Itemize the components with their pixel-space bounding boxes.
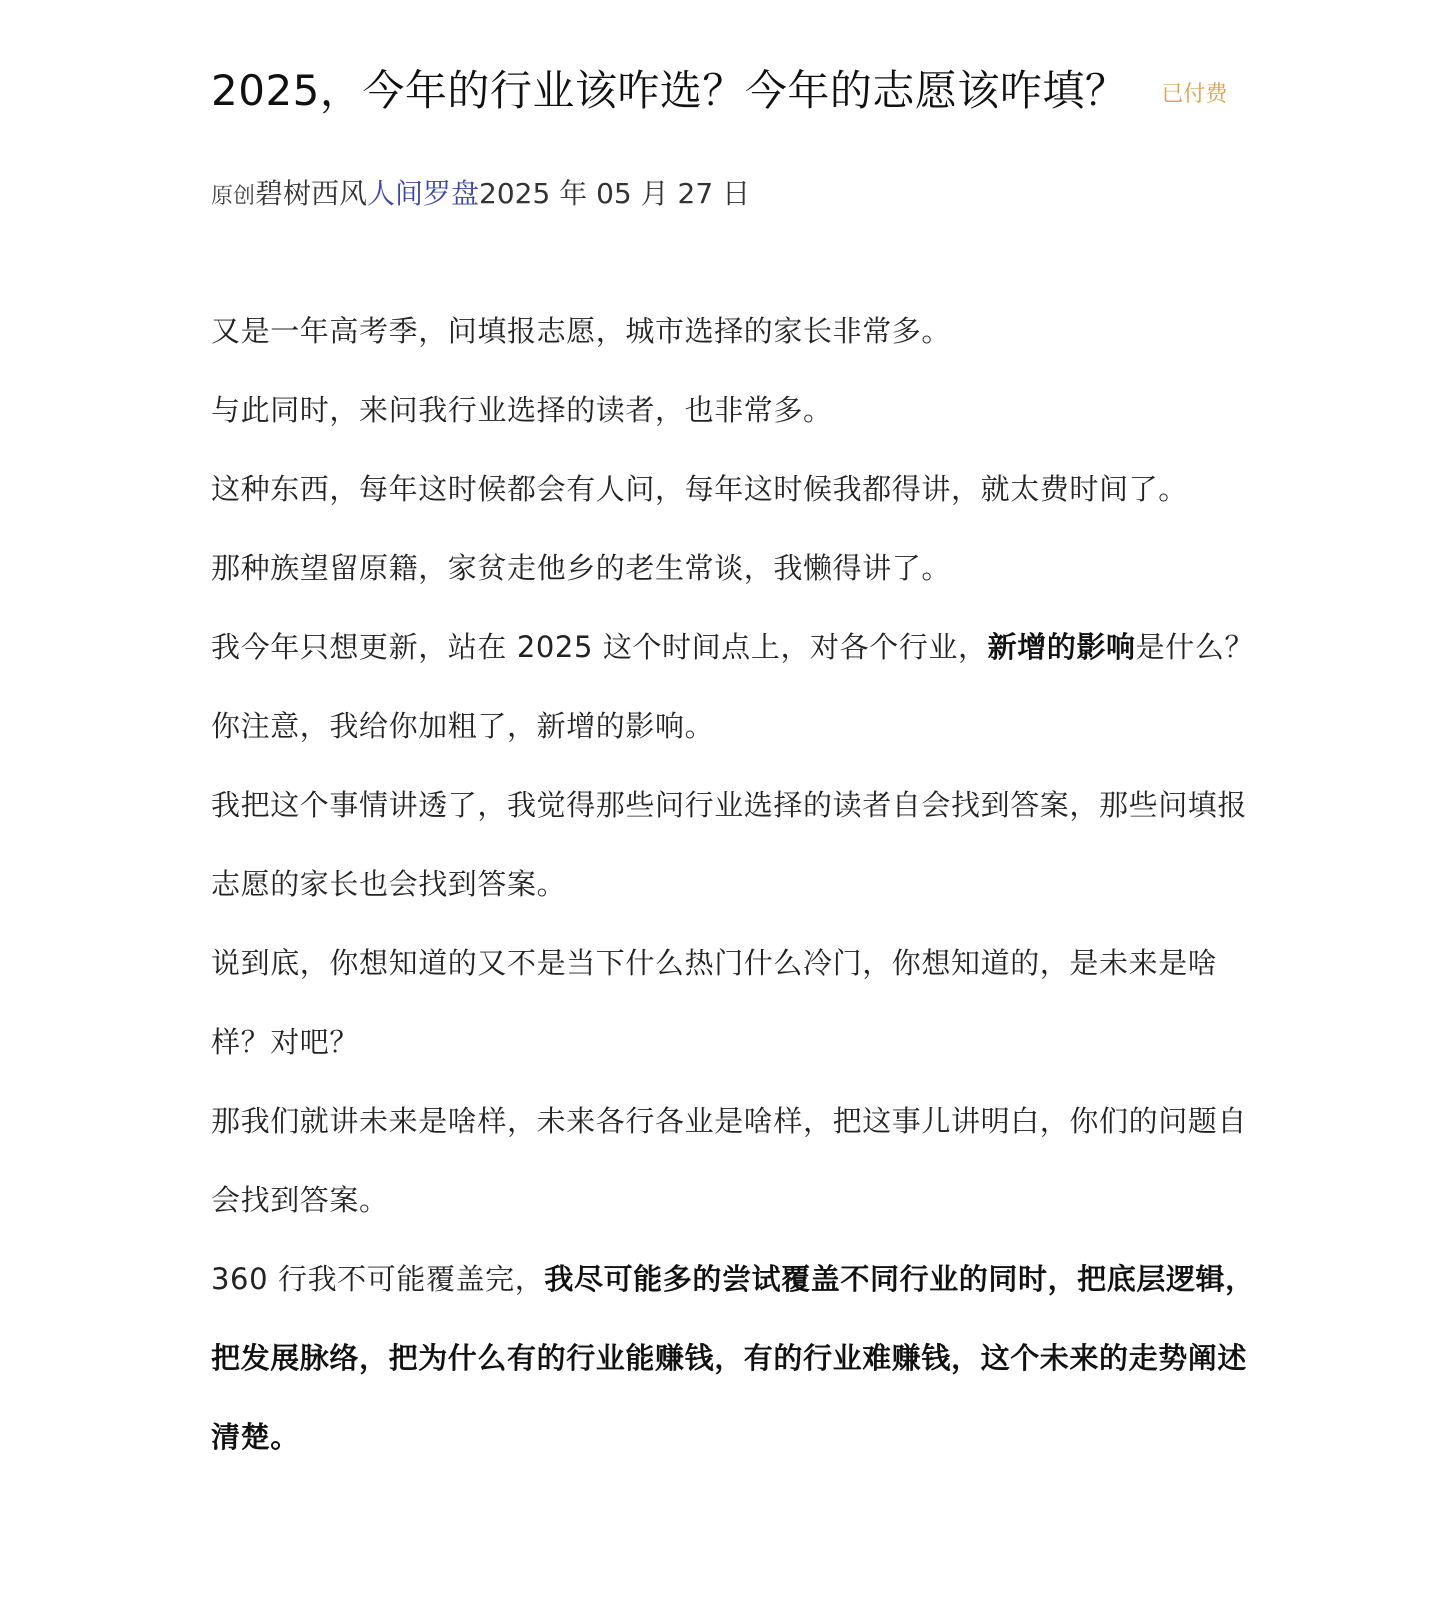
paragraph: 那我们就讲未来是啥样，未来各行各业是啥样，把这事儿讲明白，你们的问题自会找到答案。 — [211, 1104, 1248, 1217]
paragraph-text: 是什么？ — [1135, 630, 1255, 664]
bold-text: 我尽可能多的尝试覆盖不同行业的同时，把底层逻辑，把发展脉络，把为什么有的行业能赚钱，有的行业难赚钱，这个未来的走势阐述清楚。 — [211, 1262, 1255, 1454]
article-meta — [211, 172, 750, 212]
publish-date: 2025 年 05 月 27 日 — [479, 177, 751, 210]
paragraph-text: 我今年只想更新，站在 2025 这个时间点上，对各个行业， — [211, 630, 988, 664]
author-name: 碧树西风 — [255, 177, 368, 210]
bold-text: 新增的影响 — [987, 630, 1136, 664]
paragraph: 你注意，我给你加粗了，新增的影响。 — [211, 709, 715, 743]
account-link[interactable]: 人间罗盘 — [367, 177, 480, 210]
title-row — [211, 58, 1261, 118]
original-tag: 原创 — [211, 184, 256, 209]
article-body — [211, 292, 1261, 1477]
paragraph-text: 360 行我不可能覆盖完， — [211, 1262, 545, 1296]
paragraph: 这种东西，每年这时候都会有人问，每年这时候我都得讲，就太费时间了。 — [211, 472, 1188, 506]
paragraph: 我把这个事情讲透了，我觉得那些问行业选择的读者自会找到答案，那些问填报志愿的家长也会找到答案。 — [211, 788, 1248, 901]
paid-badge: 已付费 — [1161, 81, 1228, 107]
paragraph — [211, 608, 1261, 687]
article-title: 2025，今年的行业该咋选？今年的志愿该咋填？ — [211, 66, 1128, 115]
paragraph — [211, 1240, 1261, 1477]
paragraph: 说到底，你想知道的又不是当下什么热门什么冷门，你想知道的，是未来是啥样？对吧？ — [211, 946, 1218, 1059]
paragraph: 又是一年高考季，问填报志愿，城市选择的家长非常多。 — [211, 314, 952, 348]
paragraph: 与此同时，来问我行业选择的读者，也非常多。 — [211, 393, 833, 427]
paragraph: 那种族望留原籍，家贫走他乡的老生常谈，我懒得讲了。 — [211, 551, 952, 585]
